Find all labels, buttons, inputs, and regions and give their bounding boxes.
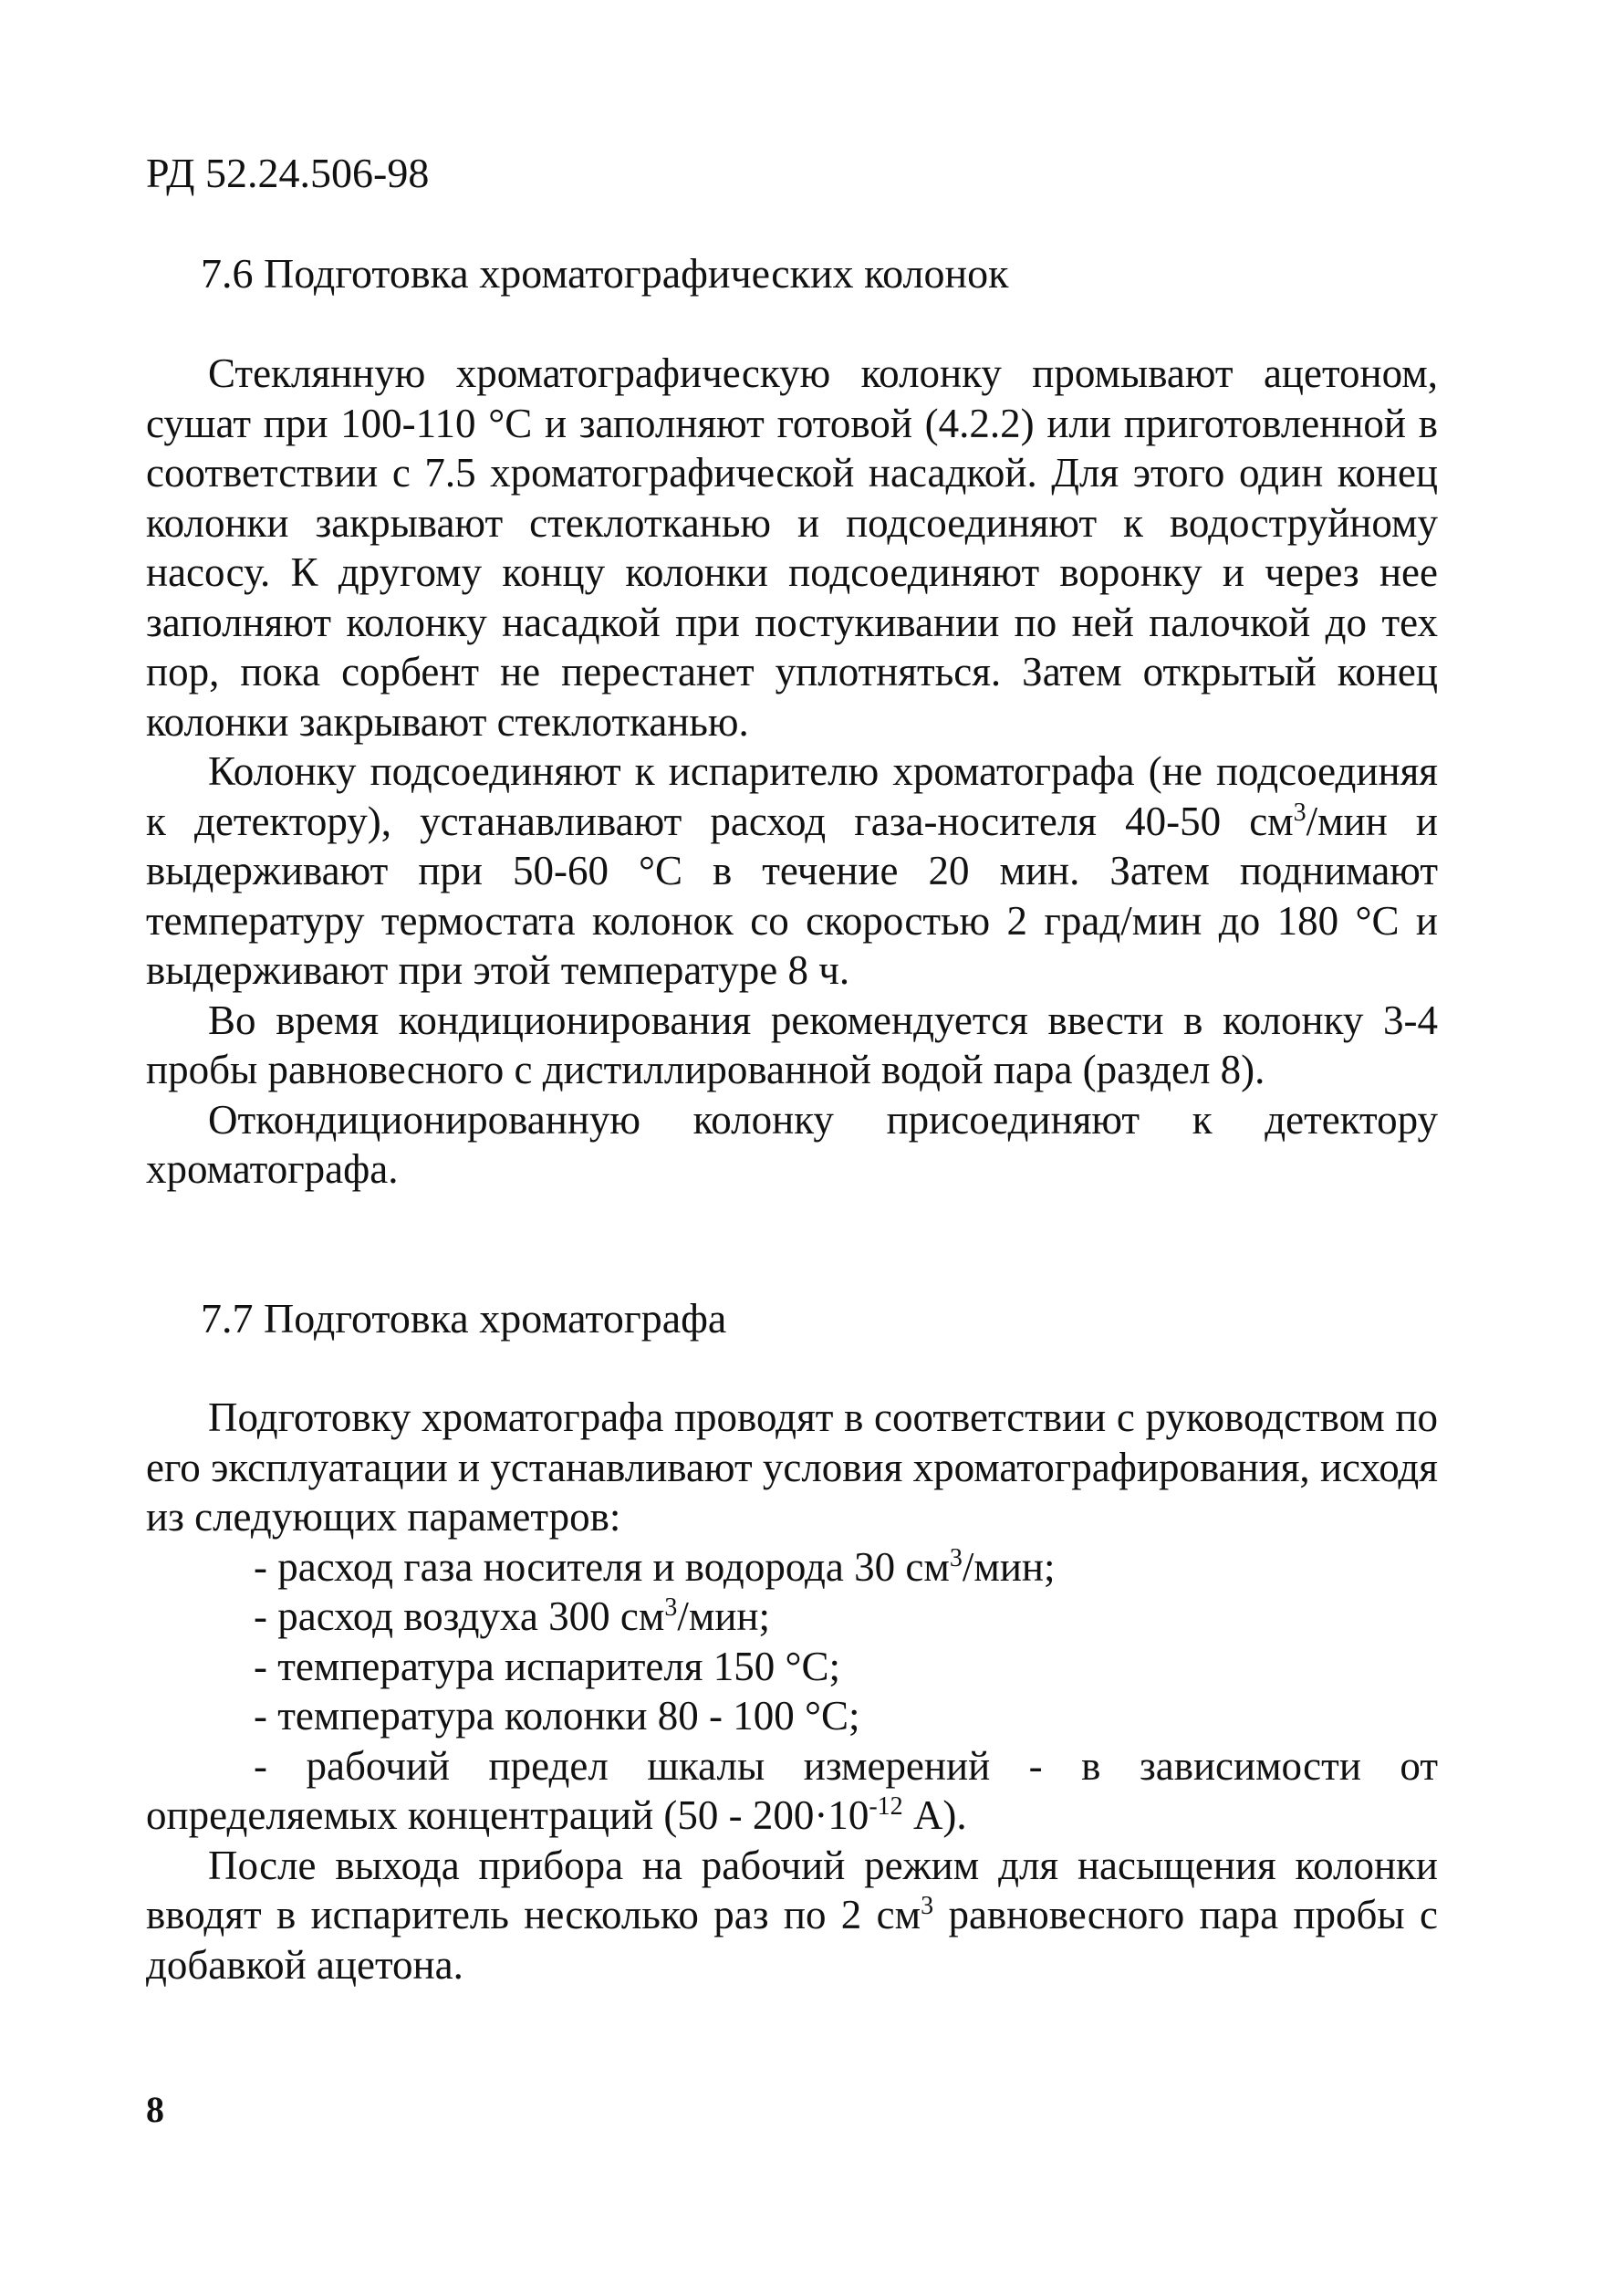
section-7-6-body xyxy=(146,349,1438,1195)
list-item: - температура испарителя 150 °С; xyxy=(254,1643,841,1689)
superscript: 3 xyxy=(949,1543,963,1572)
paragraph-column-washing: Стеклянную хроматографическую колонку промывают ацетоном, сушат при 100-110 °С и заполняют готовой (4.2.2) или приготовленной в соответствии с 7.5 хроматографической насадкой. Для этого один конец колонки закрывают стеклотканью и подсоединяют к водоструйному насосу. К другому концу колонки подсоединяют воронку и через нее заполняют колонку насадкой при постукивании по ней палочкой до тех пор, пока сорбент не перестанет уплотняться. Затем открытый конец колонки закрывают стеклотканью. xyxy=(146,350,1438,745)
list-item xyxy=(146,1592,1438,1642)
text-fragment: После выхода прибора на рабочий режим для насыщения колонки вводят в испаритель несколько раз по 2 см xyxy=(146,1842,1438,1937)
paragraph-chromatograph-setup: Подготовку хроматографа проводят в соответствии с руководством по его эксплуатации и устанавливают условия хроматографирования, исходя из следующих параметров: xyxy=(146,1394,1438,1540)
page-number: 8 xyxy=(146,2089,164,2130)
superscript: 3 xyxy=(1293,798,1306,827)
paragraph-detector-connection: Откондиционированную колонку присоединяют к детектору хроматографа. xyxy=(146,1096,1438,1192)
parameter-list xyxy=(146,1542,1438,1841)
text-fragment: - рабочий предел шкалы измерений - в зависимости от определяемых концентраций (50 - 200·10 xyxy=(146,1742,1438,1838)
document-code: РД 52.24.506-98 xyxy=(146,150,430,196)
text-fragment: - расход газа носителя и водорода 30 см xyxy=(254,1543,950,1590)
list-item: - температура колонки 80 - 100 °С; xyxy=(254,1693,860,1739)
superscript: 3 xyxy=(921,1892,934,1920)
section-7-7-heading: 7.7 Подготовка хроматографа xyxy=(201,1295,727,1342)
superscript: 3 xyxy=(664,1593,678,1622)
list-item xyxy=(146,1741,1438,1841)
paragraph-conditioning: Во время кондиционирования рекомендуется ввести в колонку 3-4 пробы равновесного с дистиллированной водой пара (раздел 8). xyxy=(146,997,1438,1092)
text-fragment: /мин; xyxy=(962,1543,1056,1590)
paragraph-column-saturation xyxy=(146,1841,1438,1990)
text-fragment: - расход воздуха 300 см xyxy=(254,1593,665,1639)
text-fragment: равновесного пара пробы с добавкой ацетона. xyxy=(146,1892,1438,1988)
section-7-7-body xyxy=(146,1393,1438,1989)
section-7-6-heading: 7.6 Подготовка хроматографических колонок xyxy=(201,250,1009,297)
paragraph-column-connection xyxy=(146,747,1438,996)
text-fragment: Колонку подсоединяют к испарителю хроматографа (не подсоединяя к детектору), устанавливают расход газа-носителя 40-50 см xyxy=(146,748,1438,844)
text-fragment: /мин и выдерживают при 50-60 °С в течение 20 мин. Затем поднимают температуру термостата колонок со скоростью 2 град/мин до 180 °С и выдерживают при этой температуре 8 ч. xyxy=(146,798,1438,993)
list-item xyxy=(146,1542,1438,1593)
text-fragment: А). xyxy=(902,1792,967,1838)
superscript: -12 xyxy=(869,1792,903,1821)
text-fragment: /мин; xyxy=(677,1593,771,1639)
